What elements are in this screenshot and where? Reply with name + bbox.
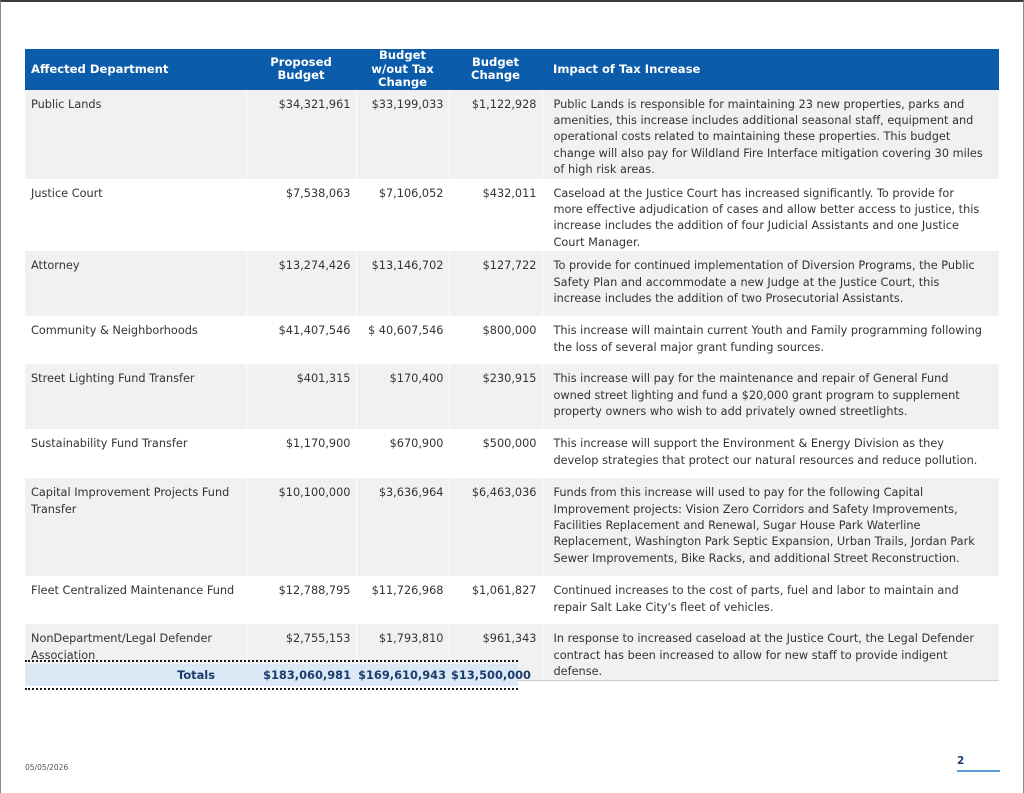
table-row	[25, 179, 999, 252]
impact-cell: Public Lands is responsible for maintaining 23 new properties, parks and amenities, this increase includes additional seasonal staff, equipment and operational costs related to maintaining these properties. This budget change will also pay for Wildland Fire Interface mitigation covering 30 miles of high risk areas.	[542, 90, 999, 179]
impact-cell: Caseload at the Justice Court has increased significantly. To provide for more effective adjudication of cases and allow better access to justice, this increase includes the addition of four Judicial Assistants and one Justice Court Manager.	[542, 179, 999, 252]
impact-cell: This increase will support the Environment & Energy Division as they develop strategies that protect our natural resources and reduce pollution.	[542, 429, 999, 478]
footer-date: 05/05/2026	[25, 763, 69, 772]
totals-row	[25, 660, 531, 690]
budget-without-cell: $670,900	[356, 429, 449, 478]
department-cell: Capital Improvement Projects Fund Transfer	[25, 478, 246, 576]
budget-change-cell: $961,343	[449, 624, 542, 681]
budget-without-cell: $170,400	[356, 364, 449, 429]
proposed-budget-cell: $1,170,900	[246, 429, 356, 478]
budget-without-cell: $33,199,033	[356, 90, 449, 179]
department-cell: Public Lands	[25, 90, 246, 179]
department-cell: Community & Neighborhoods	[25, 316, 246, 364]
budget-change-cell: $127,722	[449, 251, 542, 316]
proposed-budget-cell: $34,321,961	[246, 90, 356, 179]
proposed-budget-cell: $2,755,153	[246, 624, 356, 681]
table-row	[25, 478, 999, 576]
budget-table	[25, 49, 999, 681]
impact-cell: Continued increases to the cost of parts, fuel and labor to maintain and repair Salt Lake City's fleet of vehicles.	[542, 576, 999, 624]
proposed-budget-cell: $7,538,063	[246, 179, 356, 252]
proposed-budget-cell: $41,407,546	[246, 316, 356, 364]
proposed-budget-cell: $12,788,795	[246, 576, 356, 624]
budget-change-cell: $800,000	[449, 316, 542, 364]
budget-change-cell: $230,915	[449, 364, 542, 429]
table-header-row	[25, 49, 999, 90]
department-cell: Fleet Centralized Maintenance Fund	[25, 576, 246, 624]
table-row	[25, 316, 999, 364]
budget-change-cell: $1,061,827	[449, 576, 542, 624]
impact-cell: This increase will maintain current Youth and Family programming following the loss of several major grant funding sources.	[542, 316, 999, 364]
impact-cell: To provide for continued implementation of Diversion Programs, the Public Safety Plan and accommodate a new Judge at the Justice Court, this increase includes the addition of two Prosecutorial Assistants.	[542, 251, 999, 316]
budget-without-cell: $11,726,968	[356, 576, 449, 624]
header-proposed-budget: Proposed Budget	[246, 49, 356, 90]
budget-change-cell: $6,463,036	[449, 478, 542, 576]
table-row	[25, 576, 999, 624]
table-row	[25, 429, 999, 478]
header-budget-change: Budget Change	[449, 49, 542, 90]
header-department: Affected Department	[25, 49, 246, 90]
budget-change-cell: $500,000	[449, 429, 542, 478]
impact-cell: This increase will pay for the maintenance and repair of General Fund owned street lighting and fund a $20,000 grant program to supplement property owners who wish to add privately owned streetlights.	[542, 364, 999, 429]
page-number: 2	[957, 755, 1000, 772]
totals-change: $13,500,000	[451, 668, 531, 682]
impact-cell: Funds from this increase will used to pay for the following Capital Improvement projects: Vision Zero Corridors and Safety Improvements, Facilities Replacement and Renewal, Sugar House Park Waterline Replacement, Washington Park Septic Expansion, Urban Trails, Jordan Park Sewer Improvements, Bike Racks, and additional Street Reconstruction.	[542, 478, 999, 576]
department-cell: NonDepartment/Legal Defender Association	[25, 624, 246, 681]
totals-without: $169,610,943	[358, 668, 446, 682]
department-cell: Sustainability Fund Transfer	[25, 429, 246, 478]
table-row	[25, 90, 999, 179]
department-cell: Justice Court	[25, 179, 246, 252]
header-impact: Impact of Tax Increase	[542, 49, 999, 90]
budget-without-cell: $3,636,964	[356, 478, 449, 576]
proposed-budget-cell: $401,315	[246, 364, 356, 429]
proposed-budget-cell: $10,100,000	[246, 478, 356, 576]
budget-without-cell: $1,793,810	[356, 624, 449, 681]
budget-change-cell: $432,011	[449, 179, 542, 252]
totals-label: Totals	[177, 668, 215, 682]
proposed-budget-cell: $13,274,426	[246, 251, 356, 316]
department-cell: Attorney	[25, 251, 246, 316]
department-cell: Street Lighting Fund Transfer	[25, 364, 246, 429]
totals-proposed: $183,060,981	[263, 668, 351, 682]
table-row	[25, 364, 999, 429]
budget-without-cell: $13,146,702	[356, 251, 449, 316]
header-budget-without-tax-change: Budget w/out Tax Change	[356, 49, 449, 90]
budget-without-cell: $ 40,607,546	[356, 316, 449, 364]
budget-without-cell: $7,106,052	[356, 179, 449, 252]
table-row	[25, 251, 999, 316]
impact-cell: In response to increased caseload at the Justice Court, the Legal Defender contract has been increased to allow for new staff to provide indigent defense.	[542, 624, 999, 681]
budget-change-cell: $1,122,928	[449, 90, 542, 179]
